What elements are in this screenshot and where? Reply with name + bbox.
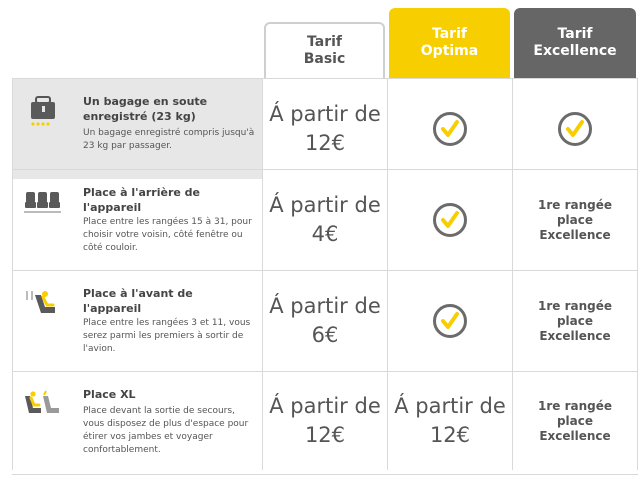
excellence-cell	[512, 79, 638, 179]
feature-description: Place entre les rangées 3 et 11, vous serez parmi les premiers à sortir de l'avion.	[83, 318, 251, 354]
price-label: Á partir de	[269, 394, 381, 418]
table-bottom-border	[12, 474, 638, 475]
feature-cell	[12, 170, 262, 270]
price-value: 4€	[311, 222, 339, 246]
feature-cell	[12, 372, 262, 470]
feature-description: Place devant la sortie de secours, vous disposez de plus d'espace pour étirer vos jambes et voyager confortablement.	[83, 406, 249, 455]
tarif-optima-line1: Tarif	[431, 26, 467, 42]
optima-cell	[387, 271, 512, 371]
basic-price-cell	[262, 170, 387, 270]
tarif-basic-line1: Tarif	[307, 34, 342, 50]
tab-tarif-excellence[interactable]	[514, 8, 636, 78]
table-row	[12, 78, 638, 179]
check-icon	[432, 111, 468, 147]
price-value: 12€	[304, 131, 346, 155]
feature-cell	[12, 79, 262, 179]
excellence-label: 1re rangée place Excellence	[537, 298, 612, 343]
feature-description: Un bagage enregistré compris jusqu'à 23 kg par passager.	[83, 128, 255, 151]
excellence-cell	[512, 170, 638, 270]
optima-cell	[387, 170, 512, 270]
tarif-excellence-line1: Tarif	[557, 26, 593, 42]
price-label: Á partir de	[394, 394, 506, 418]
check-icon	[557, 111, 593, 147]
excellence-cell	[512, 271, 638, 371]
feature-title: Place XL	[83, 388, 136, 401]
rear-seats-icon	[23, 184, 63, 220]
basic-price-cell	[262, 372, 387, 470]
tarif-basic-line2: Basic	[303, 51, 346, 67]
excellence-label: 1re rangée place Excellence	[537, 398, 612, 443]
feature-cell	[12, 271, 262, 371]
feature-description: Place entre les rangées 15 à 31, pour choisir votre voisin, côté fenêtre ou côté couloir.	[83, 217, 252, 253]
check-icon	[432, 202, 468, 238]
optima-cell	[387, 79, 512, 179]
tarif-optima-line2: Optima	[420, 43, 479, 59]
tarif-excellence-line2: Excellence	[533, 43, 617, 59]
optima-price-cell	[387, 372, 512, 470]
basic-price-cell	[262, 79, 387, 179]
tab-tarif-basic[interactable]	[264, 22, 385, 78]
price-value: 6€	[311, 323, 339, 347]
feature-title: Place à l'arrière de l'appareil	[83, 186, 201, 214]
basic-price-cell	[262, 271, 387, 371]
feature-title: Un bagage en soute enregistré (23 kg)	[83, 95, 208, 123]
tab-tarif-optima[interactable]	[389, 8, 510, 78]
price-label: Á partir de	[269, 102, 381, 126]
check-icon	[432, 303, 468, 339]
table-row	[12, 270, 638, 371]
price-label: Á partir de	[269, 193, 381, 217]
table-row	[12, 169, 638, 270]
price-value: 12€	[429, 423, 471, 447]
price-label: Á partir de	[269, 294, 381, 318]
xl-seat-icon	[23, 386, 63, 422]
feature-title: Place à l'avant de l'appareil	[83, 287, 193, 315]
price-value: 12€	[304, 423, 346, 447]
excellence-label: 1re rangée place Excellence	[537, 197, 612, 242]
table-row	[12, 371, 638, 470]
baggage-icon	[23, 93, 63, 129]
excellence-cell	[512, 372, 638, 470]
front-seat-icon	[23, 285, 63, 321]
